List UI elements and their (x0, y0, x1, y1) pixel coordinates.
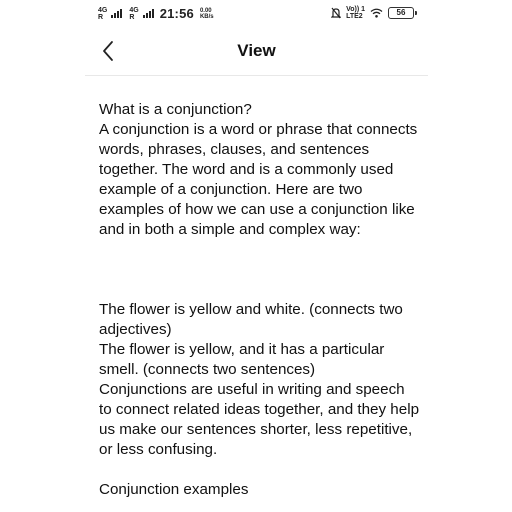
volte-top: Vo)) 1 (346, 6, 365, 13)
network-2 (129, 7, 138, 21)
mute-icon (331, 7, 341, 19)
speed-unit: KB/s (199, 13, 214, 20)
phone-screen (85, 0, 428, 512)
status-right (331, 6, 414, 20)
app-header (85, 26, 428, 76)
paragraph-intro: What is a conjunction? A conjunction is a word or phrase that connects words, phrases, clauses, and sentences together. The word and is a commonly used example of a conjunction. Here are two examples of how we can use a conjunction like and in both a simple and complex way: (99, 101, 418, 238)
network-2-sub: R (129, 13, 135, 21)
spacer (99, 240, 421, 300)
status-bar (85, 0, 428, 26)
spacer (99, 460, 421, 480)
network-speed (200, 8, 214, 20)
battery-icon: 56 (388, 7, 414, 19)
signal-icon (111, 9, 122, 18)
article-content (99, 100, 421, 500)
volte-bottom: LTE2 (346, 13, 363, 20)
paragraph-heading-examples: Conjunction examples (99, 481, 249, 498)
clock: 21:56 (159, 6, 194, 21)
network-2-type: 4G (129, 6, 139, 14)
network-1-type: 4G (98, 6, 108, 14)
signal-icon (143, 9, 154, 18)
page-title: View (237, 41, 276, 60)
status-left (98, 6, 214, 21)
volte-indicator (346, 6, 365, 20)
speed-value: 0.00 (199, 7, 212, 14)
paragraph-examples: The flower is yellow and white. (connects two adjectives) The flower is yellow, and it has a particular smell. (connects two sentences) Conjunctions are useful in writing and speech to connect related ideas together, and they help us make our sentences shorter, less repetitive, or less confusing. (99, 301, 420, 458)
network-1-sub: R (98, 13, 104, 21)
network-1 (98, 7, 107, 21)
wifi-icon (370, 8, 383, 18)
